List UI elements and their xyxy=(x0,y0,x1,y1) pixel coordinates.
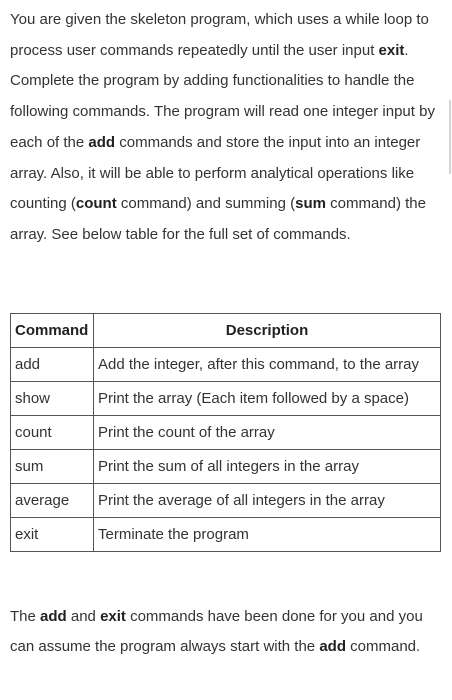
command-cell: exit xyxy=(11,517,94,551)
table-header-row xyxy=(11,313,441,347)
description-cell: Terminate the program xyxy=(94,517,441,551)
command-cell: show xyxy=(11,381,94,415)
outro-text-2: and xyxy=(66,607,101,625)
outro-keyword-add: add xyxy=(40,607,67,625)
intro-text-2: . Complete the program by adding functionalities to handle the following commands. The program will read one integer input by each of the xyxy=(10,41,435,151)
command-cell: sum xyxy=(11,449,94,483)
description-cell: Print the average of all integers in the array xyxy=(94,483,441,517)
table-row xyxy=(11,449,441,483)
intro-keyword-count: count xyxy=(75,195,117,213)
intro-keyword-add: add xyxy=(88,133,116,151)
outro-keyword-exit: exit xyxy=(100,607,126,625)
intro-keyword-exit: exit xyxy=(378,41,405,59)
table-row xyxy=(11,517,441,551)
outro-keyword-add-2: add xyxy=(319,638,346,656)
column-header-description: Description xyxy=(94,313,441,347)
command-cell: add xyxy=(11,347,94,381)
table-row xyxy=(11,347,441,381)
outro-paragraph xyxy=(10,602,442,663)
description-cell: Print the array (Each item followed by a space) xyxy=(94,381,441,415)
outro-text-1: The xyxy=(10,607,41,625)
scrollbar-edge[interactable] xyxy=(449,100,451,174)
description-cell: Print the sum of all integers in the array xyxy=(94,449,441,483)
table-row xyxy=(11,381,441,415)
intro-text-4: command) and summing ( xyxy=(116,195,296,213)
intro-text-5: command) the array. See below table for the full set of commands. xyxy=(10,195,426,243)
intro-paragraph xyxy=(10,5,442,251)
spacer xyxy=(10,552,442,602)
command-cell: average xyxy=(11,483,94,517)
command-cell: count xyxy=(11,415,94,449)
intro-text-3: commands and store the input into an integer array. Also, it will be able to perform analytical operations like counting ( xyxy=(10,133,421,213)
spacer xyxy=(10,251,442,313)
description-cell: Add the integer, after this command, to the array xyxy=(94,347,441,381)
table-row xyxy=(11,415,441,449)
table-row xyxy=(11,483,441,517)
outro-text-3: commands have been done for you and you can assume the program always start with the xyxy=(10,607,423,656)
outro-text-4: command. xyxy=(345,638,421,656)
document-body xyxy=(10,5,442,663)
intro-text-1: You are given the skeleton program, which uses a while loop to process user commands repeatedly until the user input xyxy=(10,11,429,59)
description-cell: Print the count of the array xyxy=(94,415,441,449)
intro-keyword-sum: sum xyxy=(295,195,326,213)
commands-table xyxy=(10,313,441,552)
column-header-command: Command xyxy=(11,313,94,347)
